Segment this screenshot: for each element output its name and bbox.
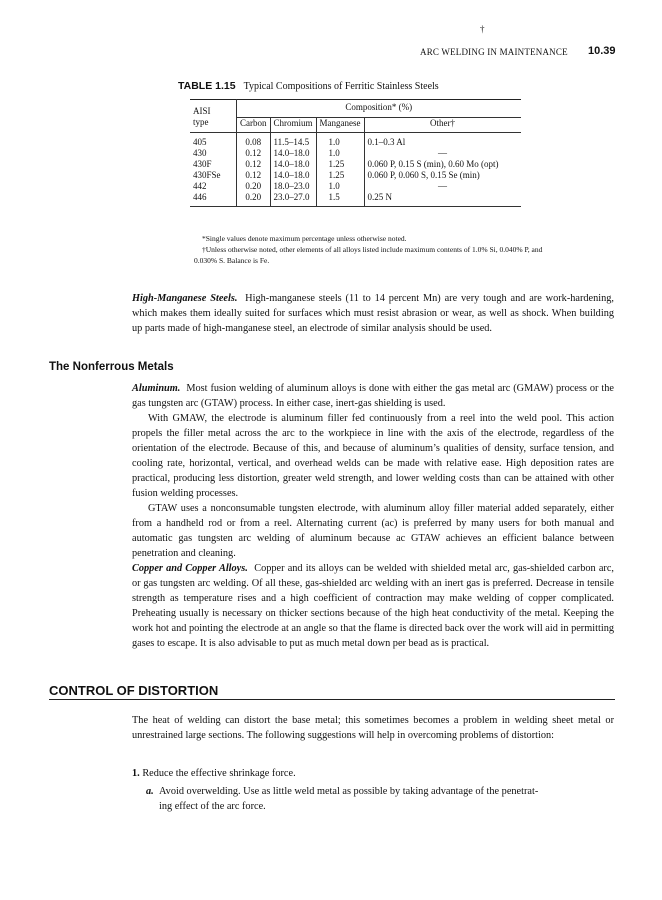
col-type: type [190,117,237,132]
table-row [190,192,521,207]
cell-chromium: 11.5–14.5 [270,132,316,148]
table-row [190,148,521,159]
cell-chromium: 23.0–27.0 [270,192,316,207]
table-row [190,181,521,192]
cell-other: — [438,147,447,158]
running-head: ARC WELDING IN MAINTENANCE [420,47,568,57]
page-number: 10.39 [588,45,616,57]
cell-carbon: 0.08 [237,132,271,148]
cell-carbon: 0.12 [237,170,271,181]
cell-type: 430F [190,159,237,170]
distortion-intro-text: The heat of welding can distort the base metal; this sometimes becomes a problem in welding sheet metal or unrestrained large sections. The following suggestions will help in overcoming problems of distortion: [132,715,614,741]
sub-item-label: a. [146,786,154,797]
aluminum-p2: With GMAW, the electrode is aluminum filler fed continuously from a reel into the weld pool. This action propels the filler metal across the arc to the workpiece in line with the axis of the electrode, regardless of the orientation of the electrode. Because of this, and because of aluminum’s qualities of density, surface tension, and cooling rate, horizontal, vertical, and overhead welds can be made with relative ease. High deposition rates are practical, producing less distortion, greater weld strength, and lower welding costs than can be attained with other fusion welding processes. [132,413,614,499]
composition-table [190,99,521,207]
sub-item-line1: Avoid overwelding. Use as little weld metal as possible by taking advantage of the penetrat- [159,786,539,797]
cell-carbon: 0.12 [237,148,271,159]
section-heading-nonferrous: The Nonferrous Metals [49,361,174,373]
aluminum-p1: Most fusion welding of aluminum alloys is done with either the gas metal arc (GMAW) process or the gas tungsten arc (GTAW) process. In either case, inert-gas shielding is used. [132,383,614,409]
cell-chromium: 14.0–18.0 [270,170,316,181]
cell-manganese: 1.5 [316,192,364,207]
cell-manganese: 1.25 [316,170,364,181]
cell-manganese: 1.0 [316,148,364,159]
table-caption [178,80,439,92]
col-manganese: Manganese [316,117,364,132]
copper-section [132,561,614,651]
section-heading-distortion: CONTROL OF DISTORTION [49,683,219,698]
high-manganese-text: High-manganese steels (11 to 14 percent Mn) are very tough and are work-hardening, which makes them ideally suited for surfaces which must resist abrasion or wear, as well as shock. When building up parts made of high-manganese steel, an electrode of similar analysis should be used. [132,293,615,334]
table-footnotes [194,233,554,266]
col-other: Other† [364,117,521,132]
item-text: Reduce the effective shrinkage force. [142,768,296,779]
cell-other: — [438,180,447,191]
sub-list-item [146,784,614,814]
high-manganese-section [132,291,614,336]
heading-rule [49,699,615,700]
cell-type: 446 [190,192,237,207]
cell-type: 405 [190,132,237,148]
cell-other: 0.25 N [364,192,521,207]
col-aisi: AISI [190,100,237,118]
col-composition: Composition* (%) [237,100,521,118]
cell-chromium: 14.0–18.0 [270,159,316,170]
table-row [190,170,521,181]
aluminum-p3: GTAW uses a nonconsumable tungsten electrode, with aluminum alloy filler material added separately, either from a handheld rod or from a reel. Alternating current (ac) is preferred by many users for both manual and automatic gas tungsten arc welding of aluminum because ac GTAW achieves an efficient balance between penetration and cleaning. [132,503,614,559]
footnote-2: †Unless otherwise noted, other elements of all alloys listed include maximum contents of 1.0% Si, 0.040% P, and 0.030% S. Balance is Fe. [194,245,543,265]
header-dagger: † [480,24,485,34]
cell-type: 430 [190,148,237,159]
table-row [190,132,521,148]
table-label: TABLE 1.15 [178,80,236,92]
copper-title: Copper and Copper Alloys. [132,563,248,574]
aluminum-section [132,381,614,561]
cell-other: 0.060 P, 0.15 S (min), 0.60 Mo (opt) [367,158,499,169]
distortion-intro [132,713,614,743]
copper-text: Copper and its alloys can be welded with shielded metal arc, gas-shielded carbon arc, or gas tungsten arc welding. Of all these, gas-shielded arc welding with an inert gas is preferred. Decrease in tensile strength as temperature rises and a high coefficient of contraction may make welding of copper complicated. Preheating usually is necessary on thicker sections because of the high heat conductivity of the metal. Keeping the work hot and pointing the electrode at an angle so that the flame is directed back over the work will aid in permitting gases to escape. It is also advisable to put as much metal down per bead as is practical. [132,563,614,649]
cell-carbon: 0.12 [237,159,271,170]
cell-other: 0.060 P, 0.060 S, 0.15 Se (min) [367,169,480,180]
cell-type: 442 [190,181,237,192]
col-chromium: Chromium [270,117,316,132]
high-manganese-title: High-Manganese Steels. [132,293,238,304]
aluminum-title: Aluminum. [132,383,181,394]
cell-other: 0.1–0.3 Al [367,136,406,147]
cell-manganese: 1.0 [316,181,364,192]
col-carbon: Carbon [237,117,271,132]
sub-item-line2: ing effect of the arc force. [159,801,266,812]
table-row [190,159,521,170]
list-item [132,766,614,781]
cell-type: 430FSe [190,170,237,181]
cell-manganese: 1.25 [316,159,364,170]
footnote-1: *Single values denote maximum percentage unless otherwise noted. [202,234,407,243]
cell-carbon: 0.20 [237,192,271,207]
table-title: Typical Compositions of Ferritic Stainless Steels [243,81,439,92]
cell-chromium: 14.0–18.0 [270,148,316,159]
cell-carbon: 0.20 [237,181,271,192]
cell-manganese: 1.0 [316,132,364,148]
cell-chromium: 18.0–23.0 [270,181,316,192]
item-number: 1. [132,768,140,779]
